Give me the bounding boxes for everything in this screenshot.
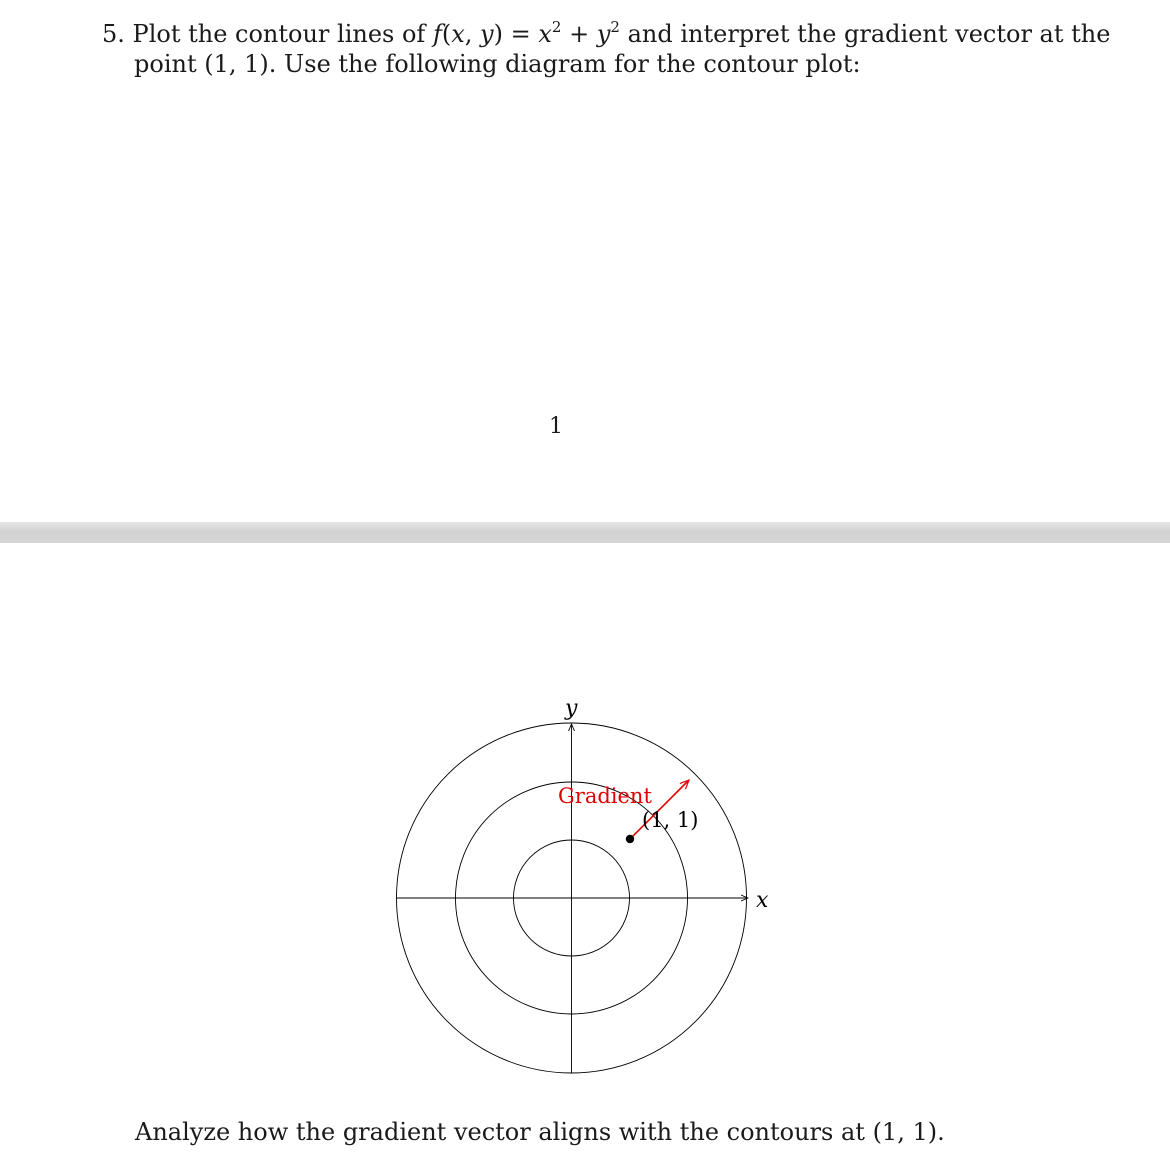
problem-statement-line-2: point (1, 1). Use the following diagram for the contour plot: <box>134 50 861 78</box>
closing-point: (1, 1) <box>872 1118 938 1146</box>
page-separator <box>0 522 1170 543</box>
closing-question: Analyze how the gradient vector aligns with the contours at (1, 1). <box>135 1118 945 1146</box>
point-label: (1, 1) <box>642 808 699 832</box>
point-marker <box>626 835 634 843</box>
problem-statement-line-1: 5. Plot the contour lines of f(x, $y) = x^2 + y^2$ and interpret the gradient vector at the <box>102 18 1111 48</box>
problem-number: 5. <box>102 20 125 48</box>
x-axis-label: x <box>756 888 769 913</box>
y-axis-label: y <box>565 696 578 721</box>
page-number: 1 <box>549 414 563 439</box>
gradient-label: Gradient <box>558 784 652 808</box>
function-definition: f(x, $y) = x^2 + y^2$ <box>432 18 620 48</box>
page-1 <box>0 0 1170 522</box>
problem-point: (1, 1) <box>204 50 269 78</box>
page-2 <box>0 543 1170 1158</box>
contour-diagram <box>0 543 1170 1158</box>
